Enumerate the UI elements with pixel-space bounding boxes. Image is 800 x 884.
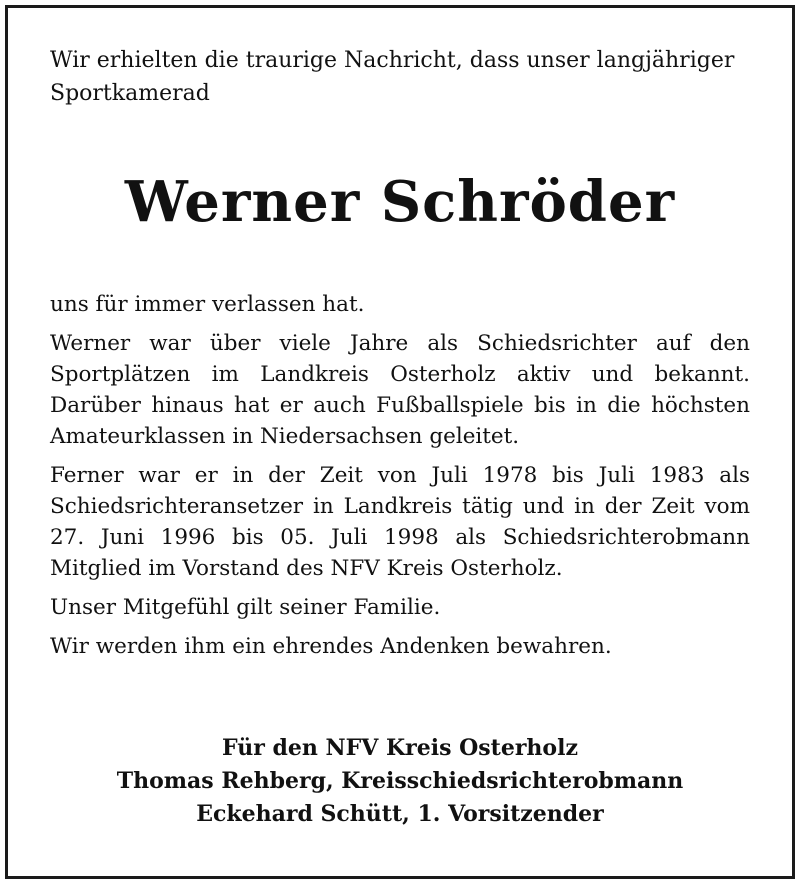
signature-signer-2: Eckehard Schütt, 1. Vorsitzender: [196, 801, 604, 827]
body-paragraph: Unser Mitgefühl gilt seiner Familie.: [50, 595, 441, 620]
body-paragraph: Werner war über viele Jahre als Schiedsrichter auf den Sportplätzen im Landkreis Osterholz aktiv und bekannt. Darüber hinaus hat er auch Fußballspiele bis in die höchsten Amateurklassen in Niedersachsen geleitet.: [50, 331, 750, 449]
obituary-notice: [50, 44, 750, 827]
intro-text: Wir erhielten die traurige Nachricht, dass unser langjähriger Sportkamerad: [50, 48, 735, 106]
deceased-name: Werner Schröder: [124, 169, 676, 235]
body-paragraph: uns für immer verlassen hat.: [50, 292, 365, 317]
signature-organization: Für den NFV Kreis Osterholz: [222, 735, 578, 761]
notice-body: [50, 289, 750, 670]
body-paragraph: Wir werden ihm ein ehrendes Andenken bewahren.: [50, 634, 612, 659]
signature-signer-1: Thomas Rehberg, Kreisschiedsrichterobmann: [116, 768, 684, 794]
body-paragraph: Ferner war er in der Zeit von Juli 1978 bis Juli 1983 als Schiedsrichteransetzer in Landkreis tätig und in der Zeit vom 27. Juni 1996 bis 05. Juli 1998 als Schiedsrichterobmann Mitglied im Vorstand des NFV Kreis Osterholz.: [50, 463, 750, 581]
signature-block: [50, 732, 750, 831]
